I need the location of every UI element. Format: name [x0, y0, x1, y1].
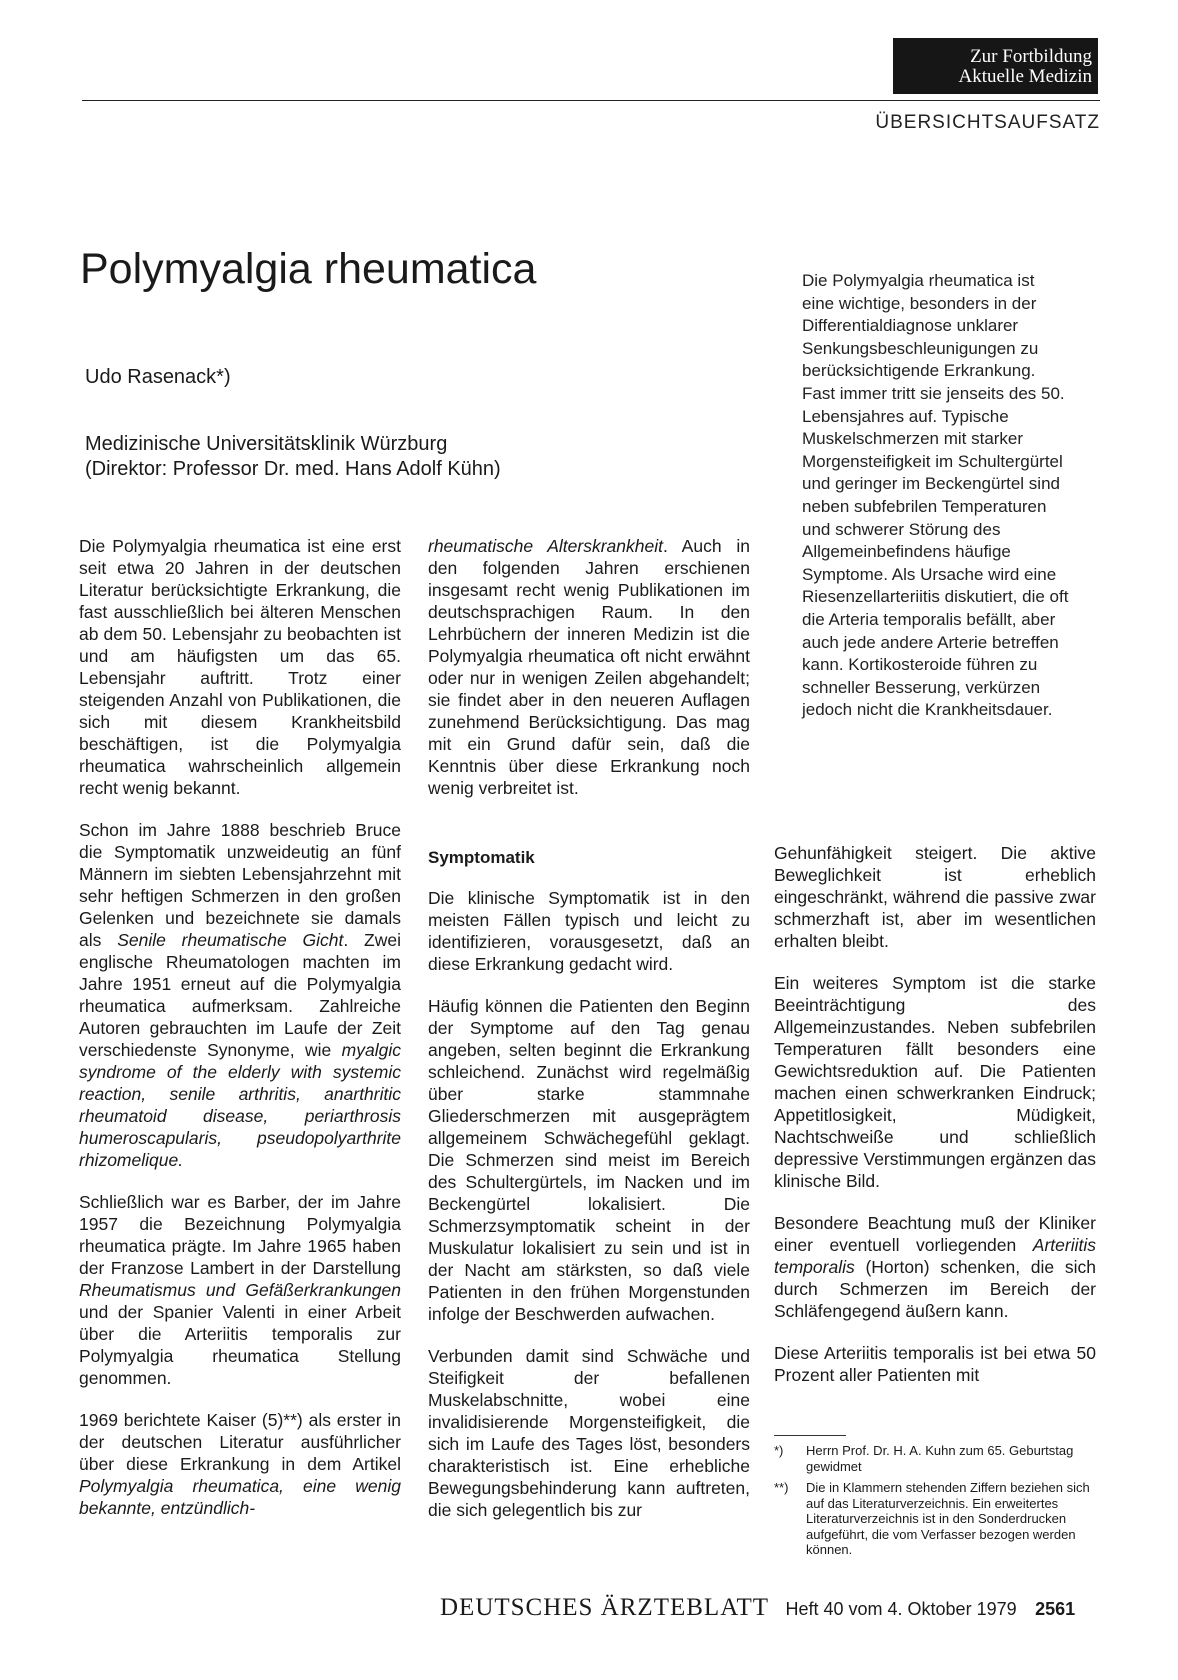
issue-info: Heft 40 vom 4. Oktober 1979	[785, 1599, 1017, 1619]
paragraph: Häufig können die Patienten den Beginn der Symptome auf den Tag genau angeben, selten beginnt die Erkrankung schleichend. Zunächst wird regelmäßig über starke stammnahe Gliederschmerzen mit ausgeprägtem allgemeinem Schwächegefühl geklagt. Die Schmerzen sind meist im Bereich des Schultergürtels, im Nacken und im Beckengürtel lokalisiert. Die Schmerzsymptomatik scheint in der Muskulatur lokalisiert zu sein und ist in der Nacht am stärksten, so daß viele Patienten in den frühen Morgenstunden infolge der Beschwerden aufwachen.	[428, 996, 750, 1324]
category-badge	[893, 38, 1098, 94]
journal-name: DEUTSCHES ÄRZTEBLATT	[440, 1594, 770, 1621]
footnote-text: Die in Klammern stehenden Ziffern beziehen sich auf das Literaturverzeichnis. Ein erweitertes Literaturverzeichnis ist in den Sonderdrucken aufgeführt, die vom Verfasser bezogen werden können.	[806, 1480, 1090, 1557]
article-author: Udo Rasenack*)	[85, 366, 231, 388]
affiliation-line-2: (Direktor: Professor Dr. med. Hans Adolf Kühn)	[85, 458, 501, 480]
footnotes	[774, 1443, 1100, 1564]
badge-line-2: Aktuelle Medizin	[958, 66, 1092, 87]
paragraph: Ein weiteres Symptom ist die starke Beeinträchtigung des Allgemeinzustandes. Neben subfebrilen Temperaturen fällt besonders eine Gewichtsreduktion auf. Die Patienten machen einen schwerkranken Eindruck; Appetitlosigkeit, Müdigkeit, Nachtschweiße und schließlich depressive Verstimmungen ergänzen das klinische Bild.	[774, 973, 1096, 1191]
paragraph: Schon im Jahre 1888 beschrieb Bruce die Symptomatik unzweideutig an fünf Männern im siebten Lebensjahrzehnt mit sehr heftigen Schmerzen in den großen Gelenken und bezeichnete sie damals als Senile rheumatische Gicht. Zwei englische Rheumatologen machten im Jahre 1951 erneut auf die Polymyalgia rheumatica aufmerksam. Zahlreiche Autoren gebrauchten im Laufe der Zeit verschiedenste Synonyme, wie myalgic syndrome of the elderly with systemic reaction, senile arthritis, anarthritic rheumatoid disease, periarthrosis humeroscapularis, pseudopolyarthrite rhizomelique.	[79, 820, 401, 1170]
paragraph: rheumatische Alterskrankheit. Auch in den folgenden Jahren erschienen insgesamt recht wenig Publikationen im deutschsprachigen Raum. In den Lehrbüchern der inneren Medizin ist die Polymyalgia rheumatica oft nicht erwähnt oder nur in wenigen Zeilen abgehandelt; sie findet aber in den neueren Auflagen zunehmend Berücksichtigung. Das mag mit ein Grund dafür sein, daß die Kenntnis über diese Erkrankung noch wenig verbreitet ist.	[428, 536, 750, 798]
page-footer	[440, 1594, 1075, 1622]
paragraph: 1969 berichtete Kaiser (5)**) als erster in der deutschen Literatur ausführlicher über diese Erkrankung in dem Artikel Polymyalgia rheumatica, eine wenig bekannte, entzündlich-	[79, 1410, 401, 1518]
footnote-text: Herrn Prof. Dr. H. A. Kuhn zum 65. Geburtstag gewidmet	[806, 1443, 1074, 1474]
affiliation-line-1: Medizinische Universitätsklinik Würzburg	[85, 433, 448, 455]
section-label: ÜBERSICHTSAUFSATZ	[875, 112, 1100, 133]
paragraph: Besondere Beachtung muß der Kliniker einer eventuell vorliegenden Arteriitis temporalis (Horton) schenken, die sich durch Schmerzen im Bereich der Schläfengegend äußern kann.	[774, 1213, 1096, 1321]
body-column-2	[428, 535, 750, 1541]
footnote-mark: **)	[774, 1480, 789, 1495]
paragraph: Verbunden damit sind Schwäche und Steifigkeit der befallenen Muskelabschnitte, wobei eine invalidisierende Morgensteifigkeit, die sich im Laufe des Tages löst, besonders charakteristisch ist. Eine erhebliche Bewegungsbehinderung kann auftreten, die sich gelegentlich bis zur	[428, 1346, 750, 1520]
body-column-1	[79, 535, 401, 1539]
paragraph: Gehunfähigkeit steigert. Die aktive Beweglichkeit ist erheblich eingeschränkt, während die passive zwar schmerzhaft ist, aber im wesentlichen erhalten bleibt.	[774, 843, 1096, 951]
footnote	[774, 1443, 1100, 1474]
paragraph: Schließlich war es Barber, der im Jahre 1957 die Bezeichnung Polymyalgia rheumatica prägte. Im Jahre 1965 haben der Franzose Lambert in der Darstellung Rheumatismus und Gefäßerkrankungen und der Spanier Valenti in einer Arbeit über die Arteriitis temporalis zur Polymyalgia rheumatica Stellung genommen.	[79, 1192, 401, 1388]
body-column-3	[774, 842, 1096, 1406]
footnote-rule	[774, 1435, 846, 1436]
page-number: 2561	[1035, 1599, 1076, 1619]
badge-line-1: Zur Fortbildung	[970, 46, 1092, 67]
paragraph: Die Polymyalgia rheumatica ist eine erst seit etwa 20 Jahren in der deutschen Literatur berücksichtigte Erkrankung, die fast ausschließlich bei älteren Menschen ab dem 50. Lebensjahr zu beobachten ist und am häufigsten um das 65. Lebensjahr auftritt. Trotz einer steigenden Anzahl von Publikationen, die sich mit diesem Krankheitsbild beschäftigen, ist die Polymyalgia rheumatica wahrscheinlich allgemein recht wenig bekannt.	[79, 536, 401, 798]
article-title: Polymyalgia rheumatica	[80, 245, 537, 293]
author-affiliation	[85, 432, 501, 482]
abstract: Die Polymyalgia rheumatica ist eine wichtige, besonders in der Differentialdiagnose unklarer Senkungsbeschleunigungen zu berücksichtigende Erkrankung. Fast immer tritt sie jenseits des 50. Lebensjahres auf. Typische Muskelschmerzen mit starker Morgensteifigkeit im Schultergürtel und geringer im Beckengürtel sind neben subfebrilen Temperaturen und schwerer Störung des Allgemeinbefindens häufige Symptome. Als Ursache wird eine Riesenzellarteriitis diskutiert, die oft die Arteria temporalis befällt, aber auch jede andere Arterie betreffen kann. Kortikosteroide führen zu schneller Besserung, verkürzen jedoch nicht die Krankheitsdauer.	[802, 271, 1069, 720]
footnote-mark: *)	[774, 1443, 784, 1458]
section-heading: Symptomatik	[428, 848, 535, 867]
footnote	[774, 1480, 1100, 1558]
paragraph: Diese Arteriitis temporalis ist bei etwa 50 Prozent aller Patienten mit	[774, 1343, 1096, 1385]
header-rule	[82, 100, 1100, 101]
paragraph: Die klinische Symptomatik ist in den meisten Fällen typisch und leicht zu identifizieren, vorausgesetzt, daß an diese Erkrankung gedacht wird.	[428, 888, 750, 974]
